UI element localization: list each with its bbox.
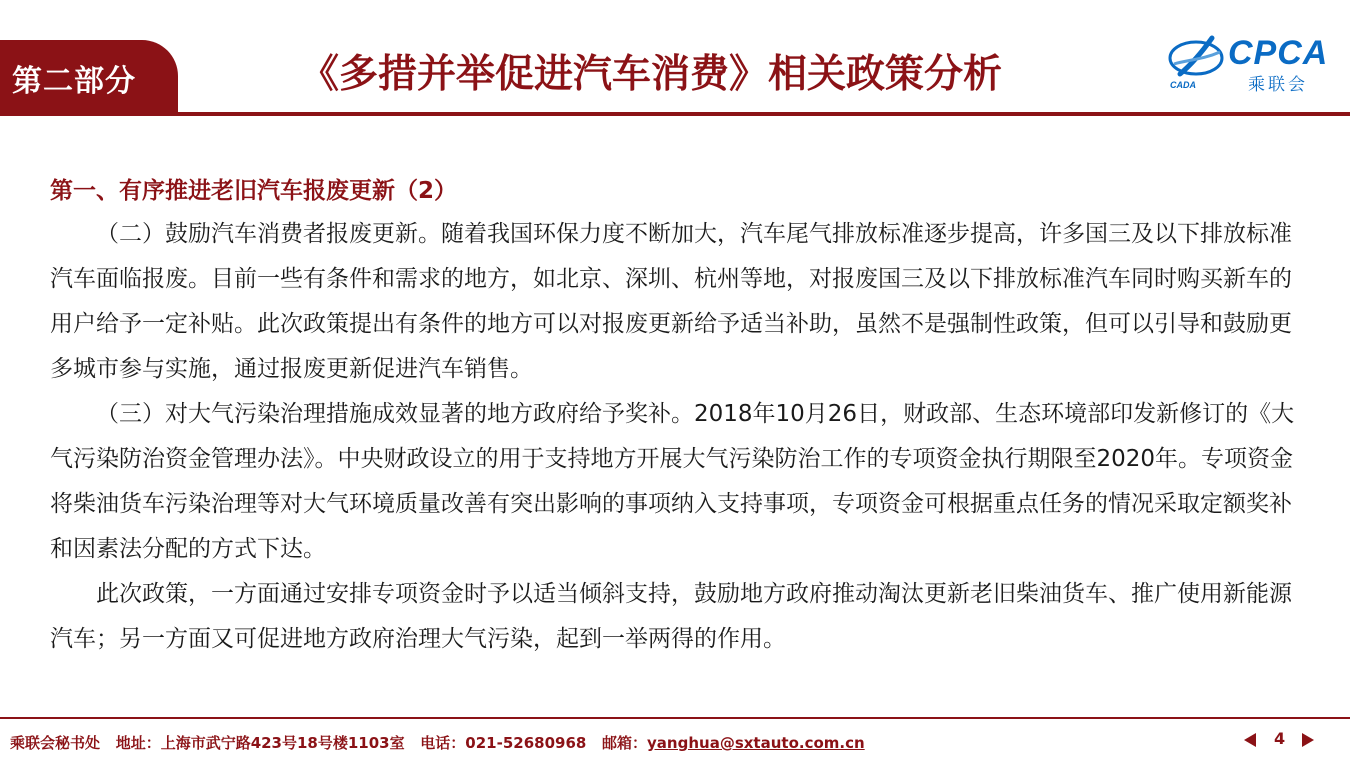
triangle-right-icon[interactable] xyxy=(1302,733,1314,747)
page-number: 4 xyxy=(1274,729,1286,748)
page-title: 《多措并举促进汽车消费》相关政策分析 xyxy=(300,52,1003,97)
section-tab xyxy=(0,40,178,112)
triangle-left-icon[interactable] xyxy=(1244,733,1256,747)
footer-email-label: 邮箱： xyxy=(602,734,648,752)
logo-wordmark: CPCA xyxy=(1228,34,1329,72)
footer-info xyxy=(10,732,865,753)
logo-subtitle: 乘联会 xyxy=(1248,75,1308,95)
section-heading: 第一、有序推进老旧汽车报废更新（2） xyxy=(50,178,458,204)
footer-address: 地址：上海市武宁路423号18号楼1103室 xyxy=(115,734,405,752)
footer-phone: 电话：021-52680968 xyxy=(420,734,587,752)
cpca-logo xyxy=(1166,32,1342,96)
paragraph-2: （三）对大气污染治理措施成效显著的地方政府给予奖补。2018年10月26日，财政部、生态环境部印发新修订的《大气污染防治资金管理办法》。中央财政设立的用于支持地方开展大气污染防治工作的专项资金执行期限至2020年。专项资金将柴油货车污染治理等对大气环境质量改善有突出影响的事项纳入支持事项，专项资金可根据重点任务的情况采取定额奖补和因素法分配的方式下达。 xyxy=(50,401,1295,562)
header-divider xyxy=(0,112,1350,116)
paragraph-3: 此次政策，一方面通过安排专项资金时予以适当倾斜支持，鼓励地方政府推动淘汰更新老旧柴油货车、推广使用新能源汽车；另一方面又可促进地方政府治理大气污染，起到一举两得的作用。 xyxy=(50,581,1292,652)
content-body xyxy=(50,170,1300,662)
logo-small-text: CADA xyxy=(1170,80,1196,90)
footer-org: 乘联会秘书处 xyxy=(10,734,101,752)
paragraph-1: （二）鼓励汽车消费者报废更新。随着我国环保力度不断加大，汽车尾气排放标准逐步提高，许多国三及以下排放标准汽车面临报废。目前一些有条件和需求的地方，如北京、深圳、杭州等地，对报废国三及以下排放标准汽车同时购买新车的用户给予一定补贴。此次政策提出有条件的地方可以对报废更新给予适当补助，虽然不是强制性政策，但可以引导和鼓励更多城市参与实施，通过报废更新促进汽车销售。 xyxy=(50,221,1292,382)
footer-divider xyxy=(0,717,1350,719)
section-label: 第二部分 xyxy=(12,64,136,99)
slide-pager xyxy=(1244,729,1324,753)
footer-email-link[interactable]: yanghua@sxtauto.com.cn xyxy=(647,734,865,752)
